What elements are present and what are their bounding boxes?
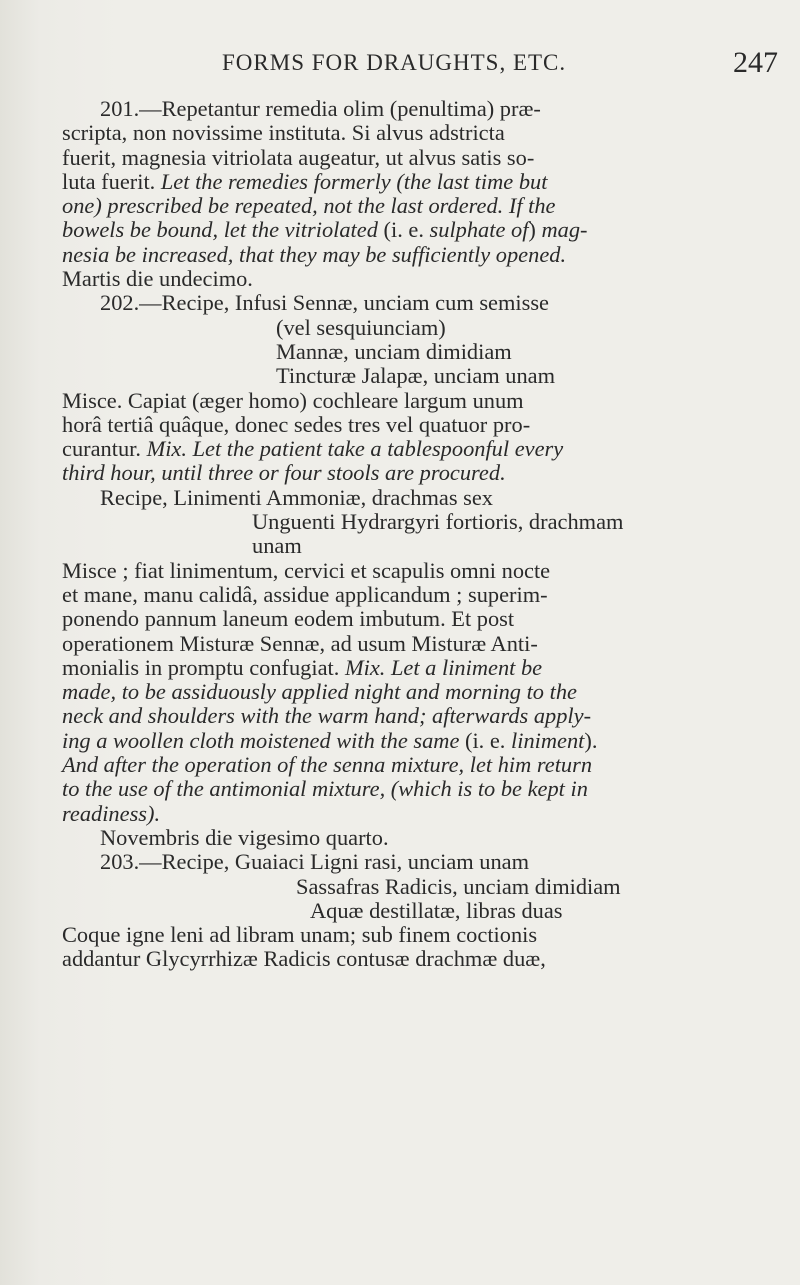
text-segment: ponendo pannum laneum eodem imbutum. Et post [62,606,515,632]
text-line [62,607,782,631]
text-segment: Mannæ, unciam dimidiam [276,338,512,364]
text-segment: 203.—Recipe, Guaiaci Ligni rasi, unciam unam [100,849,530,875]
text-segment: fuerit, magnesia vitriolata augeatur, ut alvus satis so- [62,144,535,170]
text-segment: et mane, manu calidâ, assidue applicandum ; superim- [62,581,548,607]
text-line [62,899,782,923]
body-text [62,97,782,972]
text-line [62,680,782,704]
text-segment: Misce. Capiat (æger homo) cochleare largum unum [62,387,524,413]
italic-segment: And after the operation of the senna mixture, let him return [62,752,593,778]
text-segment: scripta, non novissime instituta. Si alvus adstricta [62,120,505,146]
italic-segment: made, to be assiduously applied night and morning to the [62,679,577,705]
running-title: FORMS FOR DRAUGHTS, ETC. [222,50,567,75]
text-segment: luta fuerit. [62,168,161,194]
text-line [62,729,782,753]
text-line [62,510,782,534]
text-segment: Tincturæ Jalapæ, unciam unam [276,363,556,389]
text-line [62,389,782,413]
text-line [62,291,782,315]
text-line [62,704,782,728]
text-line [62,194,782,218]
text-segment: Novembris die vigesimo quarto. [100,824,389,850]
text-line [62,826,782,850]
text-segment: Coque igne leni ad libram unam; sub finem coctionis [62,922,538,948]
text-segment: unam [252,533,302,559]
text-line [62,364,782,388]
text-segment: ). [584,727,598,753]
italic-segment: Mix. Let the patient take a tablespoonful every [146,436,564,462]
text-line [62,583,782,607]
text-line [62,486,782,510]
italic-segment: bowels be bound, let the vitriolated [62,217,384,243]
text-segment: 201.—Repetantur remedia olim (penultima) præ- [100,96,541,121]
italic-segment: one) prescribed be repeated, not the last ordered. If the [62,193,556,219]
text-line [62,656,782,680]
italic-segment: third hour, until three or four stools are procured. [62,460,506,486]
page-number: 247 [733,46,778,79]
text-line [62,802,782,826]
italic-segment: sulphate of [429,217,529,243]
text-line [62,121,782,145]
text-segment: horâ tertiâ quâque, donec sedes tres vel quatuor pro- [62,411,531,437]
text-segment: (i. e. [465,727,512,753]
text-line [62,461,782,485]
text-segment: operationem Misturæ Sennæ, ad usum Misturæ Anti- [62,630,538,656]
text-segment: (vel sesquiunciam) [276,314,446,340]
text-line [62,875,782,899]
text-segment: 202.—Recipe, Infusi Sennæ, unciam cum semisse [100,290,549,316]
text-segment: curantur. [62,436,147,462]
italic-segment: nesia be increased, that they may be sufficiently opened. [62,241,567,267]
text-line [62,413,782,437]
italic-segment: to the use of the antimonial mixture, (which is to be kept in [62,776,588,802]
text-line [62,947,782,971]
text-line [62,218,782,242]
text-segment: ) [528,217,542,243]
text-line [62,534,782,558]
italic-segment: Mix. Let a liniment be [344,654,543,680]
text-line [62,777,782,801]
text-line [62,437,782,461]
text-segment: Martis die undecimo. [62,266,253,292]
text-line [62,850,782,874]
text-segment: (i. e. [383,217,430,243]
italic-segment: ing a woollen cloth moistened with the same [62,727,465,753]
text-segment: Sassafras Radicis, unciam dimidiam [296,873,621,899]
text-line [62,267,782,291]
text-line [62,340,782,364]
text-line [62,97,782,121]
italic-segment: mag- [541,217,588,243]
text-line [62,559,782,583]
page-header [62,46,778,90]
text-segment: monialis in promptu confugiat. [62,654,345,680]
text-segment: addantur Glycyrrhizæ Radicis contusæ drachmæ duæ, [62,946,546,972]
text-line [62,146,782,170]
italic-segment: readiness). [62,800,161,826]
text-segment: Aquæ destillatæ, libras duas [310,897,563,923]
italic-segment: neck and shoulders with the warm hand; afterwards apply- [62,703,592,729]
text-line [62,923,782,947]
text-line [62,316,782,340]
text-line [62,170,782,194]
italic-segment: liniment [511,727,585,753]
text-line [62,632,782,656]
text-segment: Unguenti Hydrargyri fortioris, drachmam [252,509,624,535]
italic-segment: Let the remedies formerly (the last time but [160,168,548,194]
text-segment: Misce ; fiat linimentum, cervici et scapulis omni nocte [62,557,551,583]
text-segment: Recipe, Linimenti Ammoniæ, drachmas sex [100,484,494,510]
text-line [62,753,782,777]
text-line [62,243,782,267]
